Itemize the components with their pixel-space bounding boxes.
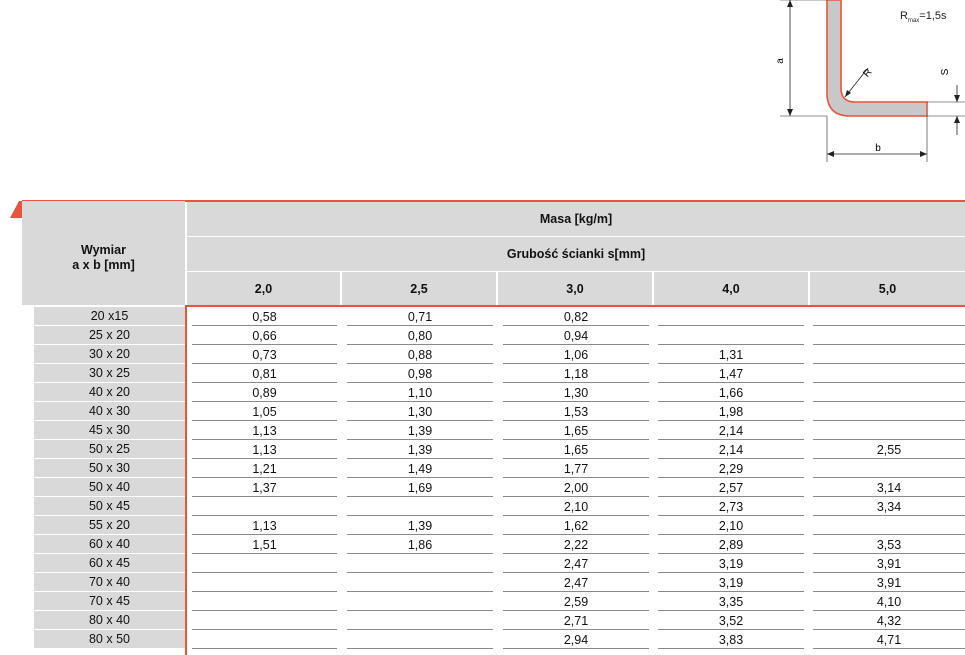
mass-cell [813, 326, 965, 345]
mass-cell: 1,86 [347, 535, 493, 554]
table-row [0, 326, 965, 345]
row-dimension: 45 x 30 [34, 421, 185, 440]
mass-cell: 1,65 [503, 440, 649, 459]
mass-cell: 3,34 [813, 497, 965, 516]
mass-cell: 0,94 [503, 326, 649, 345]
mass-cell: 2,59 [503, 592, 649, 611]
mass-cell: 2,00 [503, 478, 649, 497]
mass-cell: 0,71 [347, 307, 493, 326]
row-dimension: 50 x 45 [34, 497, 185, 516]
mass-cell: 0,58 [192, 307, 337, 326]
mass-header: Masa [kg/m] [187, 202, 965, 237]
table-row [0, 573, 965, 592]
table-row [0, 611, 965, 630]
mass-cell: 3,53 [813, 535, 965, 554]
mass-cell: 2,71 [503, 611, 649, 630]
table-row [0, 535, 965, 554]
thickness-columns [187, 272, 965, 305]
rmax-sub: max [907, 18, 920, 25]
mass-cell [192, 592, 337, 611]
mass-cell [813, 402, 965, 421]
mass-cell: 2,10 [503, 497, 649, 516]
mass-cell: 4,10 [813, 592, 965, 611]
mass-cell: 1,30 [503, 383, 649, 402]
dimension-b-label: b [875, 143, 881, 154]
row-dimension: 50 x 25 [34, 440, 185, 459]
table-row [0, 459, 965, 478]
mass-cell [192, 630, 337, 649]
mass-cell: 0,82 [503, 307, 649, 326]
row-dimension: 25 x 20 [34, 326, 185, 345]
row-dimension: 40 x 20 [34, 383, 185, 402]
mass-cell: 4,71 [813, 630, 965, 649]
thickness-s-label: S [940, 68, 951, 76]
mass-cell [192, 611, 337, 630]
column-header: 2,0 [187, 272, 342, 305]
mass-cell [813, 516, 965, 535]
dimension-header [22, 201, 185, 305]
row-dimension: 80 x 40 [34, 611, 185, 630]
mass-cell: 1,39 [347, 516, 493, 535]
row-dimension: 60 x 40 [34, 535, 185, 554]
body-top-rule [185, 305, 965, 307]
table-row [0, 592, 965, 611]
mass-cell [347, 497, 493, 516]
mass-cell: 1,21 [192, 459, 337, 478]
table-row [0, 402, 965, 421]
column-header: 2,5 [342, 272, 498, 305]
mass-cell: 3,91 [813, 573, 965, 592]
mass-cell: 3,91 [813, 554, 965, 573]
row-dimension: 70 x 45 [34, 592, 185, 611]
mass-cell [813, 364, 965, 383]
mass-cell: 1,53 [503, 402, 649, 421]
mass-cell: 0,98 [347, 364, 493, 383]
mass-cell: 2,29 [658, 459, 804, 478]
mass-cell: 2,89 [658, 535, 804, 554]
body-left-rule [185, 305, 187, 655]
row-dimension: 30 x 25 [34, 364, 185, 383]
table-row [0, 478, 965, 497]
table-row [0, 307, 965, 326]
mass-cell: 0,88 [347, 345, 493, 364]
mass-cell [347, 554, 493, 573]
mass-cell: 3,14 [813, 478, 965, 497]
mass-cell: 4,32 [813, 611, 965, 630]
mass-cell: 3,19 [658, 573, 804, 592]
mass-cell: 2,14 [658, 440, 804, 459]
mass-cell: 1,06 [503, 345, 649, 364]
mass-cell [347, 630, 493, 649]
dimension-a-label: a [775, 58, 786, 64]
row-dimension: 55 x 20 [34, 516, 185, 535]
mass-cell: 3,52 [658, 611, 804, 630]
column-header: 3,0 [498, 272, 654, 305]
mass-cell [347, 611, 493, 630]
mass-cell: 2,73 [658, 497, 804, 516]
row-dimension: 50 x 40 [34, 478, 185, 497]
mass-cell: 2,94 [503, 630, 649, 649]
table-row [0, 421, 965, 440]
mass-cell: 2,14 [658, 421, 804, 440]
mass-cell: 1,77 [503, 459, 649, 478]
mass-cell: 0,80 [347, 326, 493, 345]
mass-cell [813, 307, 965, 326]
table-row [0, 554, 965, 573]
rmax-rest: =1,5s [919, 10, 947, 22]
mass-cell: 1,62 [503, 516, 649, 535]
mass-cell: 1,30 [347, 402, 493, 421]
mass-cell: 0,66 [192, 326, 337, 345]
table-row [0, 440, 965, 459]
mass-cell: 1,39 [347, 421, 493, 440]
table-row [0, 497, 965, 516]
mass-cell [192, 554, 337, 573]
mass-cell: 1,47 [658, 364, 804, 383]
mass-cell: 3,35 [658, 592, 804, 611]
dimension-header-line2: a x b [mm] [72, 258, 135, 272]
mass-cell: 1,39 [347, 440, 493, 459]
mass-cell: 1,13 [192, 440, 337, 459]
thickness-header: Grubość ścianki s[mm] [187, 237, 965, 272]
mass-cell [192, 573, 337, 592]
mass-cell: 2,10 [658, 516, 804, 535]
mass-cell: 2,47 [503, 554, 649, 573]
row-dimension: 80 x 50 [34, 630, 185, 649]
mass-cell [658, 307, 804, 326]
mass-cell: 1,98 [658, 402, 804, 421]
mass-cell: 1,13 [192, 421, 337, 440]
column-header: 4,0 [654, 272, 810, 305]
mass-cell [813, 421, 965, 440]
dimension-header-line1: Wymiar [81, 243, 126, 257]
mass-cell: 2,57 [658, 478, 804, 497]
mass-cell [347, 573, 493, 592]
mass-cell: 1,13 [192, 516, 337, 535]
row-dimension: 50 x 30 [34, 459, 185, 478]
mass-cell [813, 383, 965, 402]
mass-cell [347, 592, 493, 611]
mass-cell: 2,47 [503, 573, 649, 592]
mass-cell: 1,31 [658, 345, 804, 364]
mass-cell: 1,65 [503, 421, 649, 440]
mass-cell: 1,37 [192, 478, 337, 497]
table-row [0, 516, 965, 535]
mass-cell: 0,89 [192, 383, 337, 402]
table-row [0, 630, 965, 649]
rmax-base: R [900, 10, 908, 22]
column-header: 5,0 [810, 272, 965, 305]
mass-cell: 1,49 [347, 459, 493, 478]
table-row [0, 383, 965, 402]
row-dimension: 60 x 45 [34, 554, 185, 573]
mass-cell [813, 345, 965, 364]
table-row [0, 364, 965, 383]
mass-cell: 1,05 [192, 402, 337, 421]
mass-cell: 2,22 [503, 535, 649, 554]
mass-cell: 1,18 [503, 364, 649, 383]
table-body [0, 307, 965, 649]
mass-cell: 3,19 [658, 554, 804, 573]
row-dimension: 70 x 40 [34, 573, 185, 592]
mass-cell: 1,66 [658, 383, 804, 402]
mass-cell [658, 326, 804, 345]
row-dimension: 30 x 20 [34, 345, 185, 364]
mass-cell: 0,73 [192, 345, 337, 364]
mass-cell: 1,10 [347, 383, 493, 402]
table-row [0, 345, 965, 364]
mass-cell: 1,69 [347, 478, 493, 497]
mass-cell: 0,81 [192, 364, 337, 383]
mass-cell [192, 497, 337, 516]
mass-cell [813, 459, 965, 478]
mass-cell: 1,51 [192, 535, 337, 554]
row-dimension: 40 x 30 [34, 402, 185, 421]
row-dimension: 20 x15 [34, 307, 185, 326]
mass-cell: 2,55 [813, 440, 965, 459]
mass-cell: 3,83 [658, 630, 804, 649]
radius-label: R [861, 66, 875, 80]
